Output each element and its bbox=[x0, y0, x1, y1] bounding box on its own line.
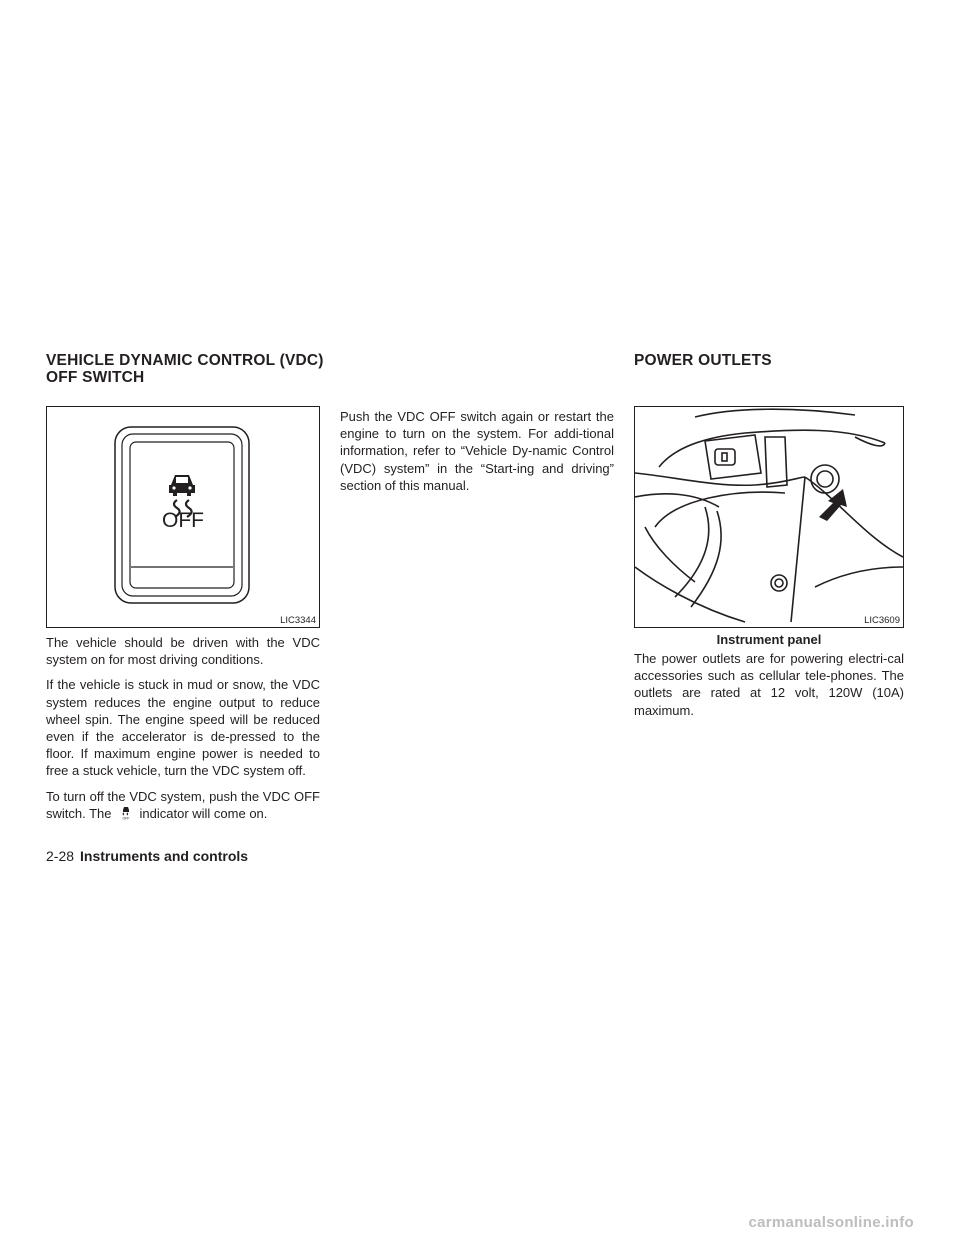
vdc-switch-figure bbox=[46, 406, 320, 628]
svg-text:OFF: OFF bbox=[122, 816, 130, 820]
paragraph: The vehicle should be driven with the VDC system on for most driving conditions. bbox=[46, 635, 320, 668]
vdc-text-continued bbox=[340, 408, 614, 502]
section-heading-vdc: VEHICLE DYNAMIC CONTROL (VDC) OFF SWITCH bbox=[46, 352, 324, 386]
vdc-off-indicator-icon bbox=[118, 806, 134, 820]
paragraph: If the vehicle is stuck in mud or snow, the VDC system reduces the engine output to reduce wheel spin. The engine speed will be reduced even if the accelerator is de-pressed to the floor. If maximum engine power is needed to free a stuck vehicle, turn the VDC system off. bbox=[46, 677, 320, 779]
page-footer bbox=[46, 848, 248, 864]
section-name: Instruments and controls bbox=[80, 848, 249, 864]
figure-code: LIC3609 bbox=[864, 615, 900, 626]
section-heading-power-outlets: POWER OUTLETS bbox=[634, 352, 772, 369]
instrument-panel-illustration bbox=[635, 407, 903, 627]
paragraph: To turn off the VDC system, push the VDC OFF switch. The OFF indicator will come on. bbox=[46, 788, 320, 821]
power-outlet-figure bbox=[634, 406, 904, 628]
watermark: carmanualsonline.info bbox=[748, 1214, 914, 1231]
page-number: 2-28 bbox=[46, 848, 75, 864]
paragraph: The power outlets are for powering electri-cal accessories such as cellular tele-phones. The outlets are rated at 12 volt, 120W (10A) maximum. bbox=[634, 651, 904, 718]
switch-off-label: OFF bbox=[162, 509, 204, 532]
paragraph: Push the VDC OFF switch again or restart the engine to turn on the system. For addi-tional information, refer to “Vehicle Dy-namic Control (VDC) system” in the “Start-ing and driving” section of this manual. bbox=[340, 409, 614, 493]
figure-code: LIC3344 bbox=[280, 615, 316, 626]
power-outlets-text bbox=[634, 650, 904, 727]
figure-caption: Instrument panel bbox=[716, 632, 822, 647]
vdc-text-column bbox=[46, 634, 320, 830]
